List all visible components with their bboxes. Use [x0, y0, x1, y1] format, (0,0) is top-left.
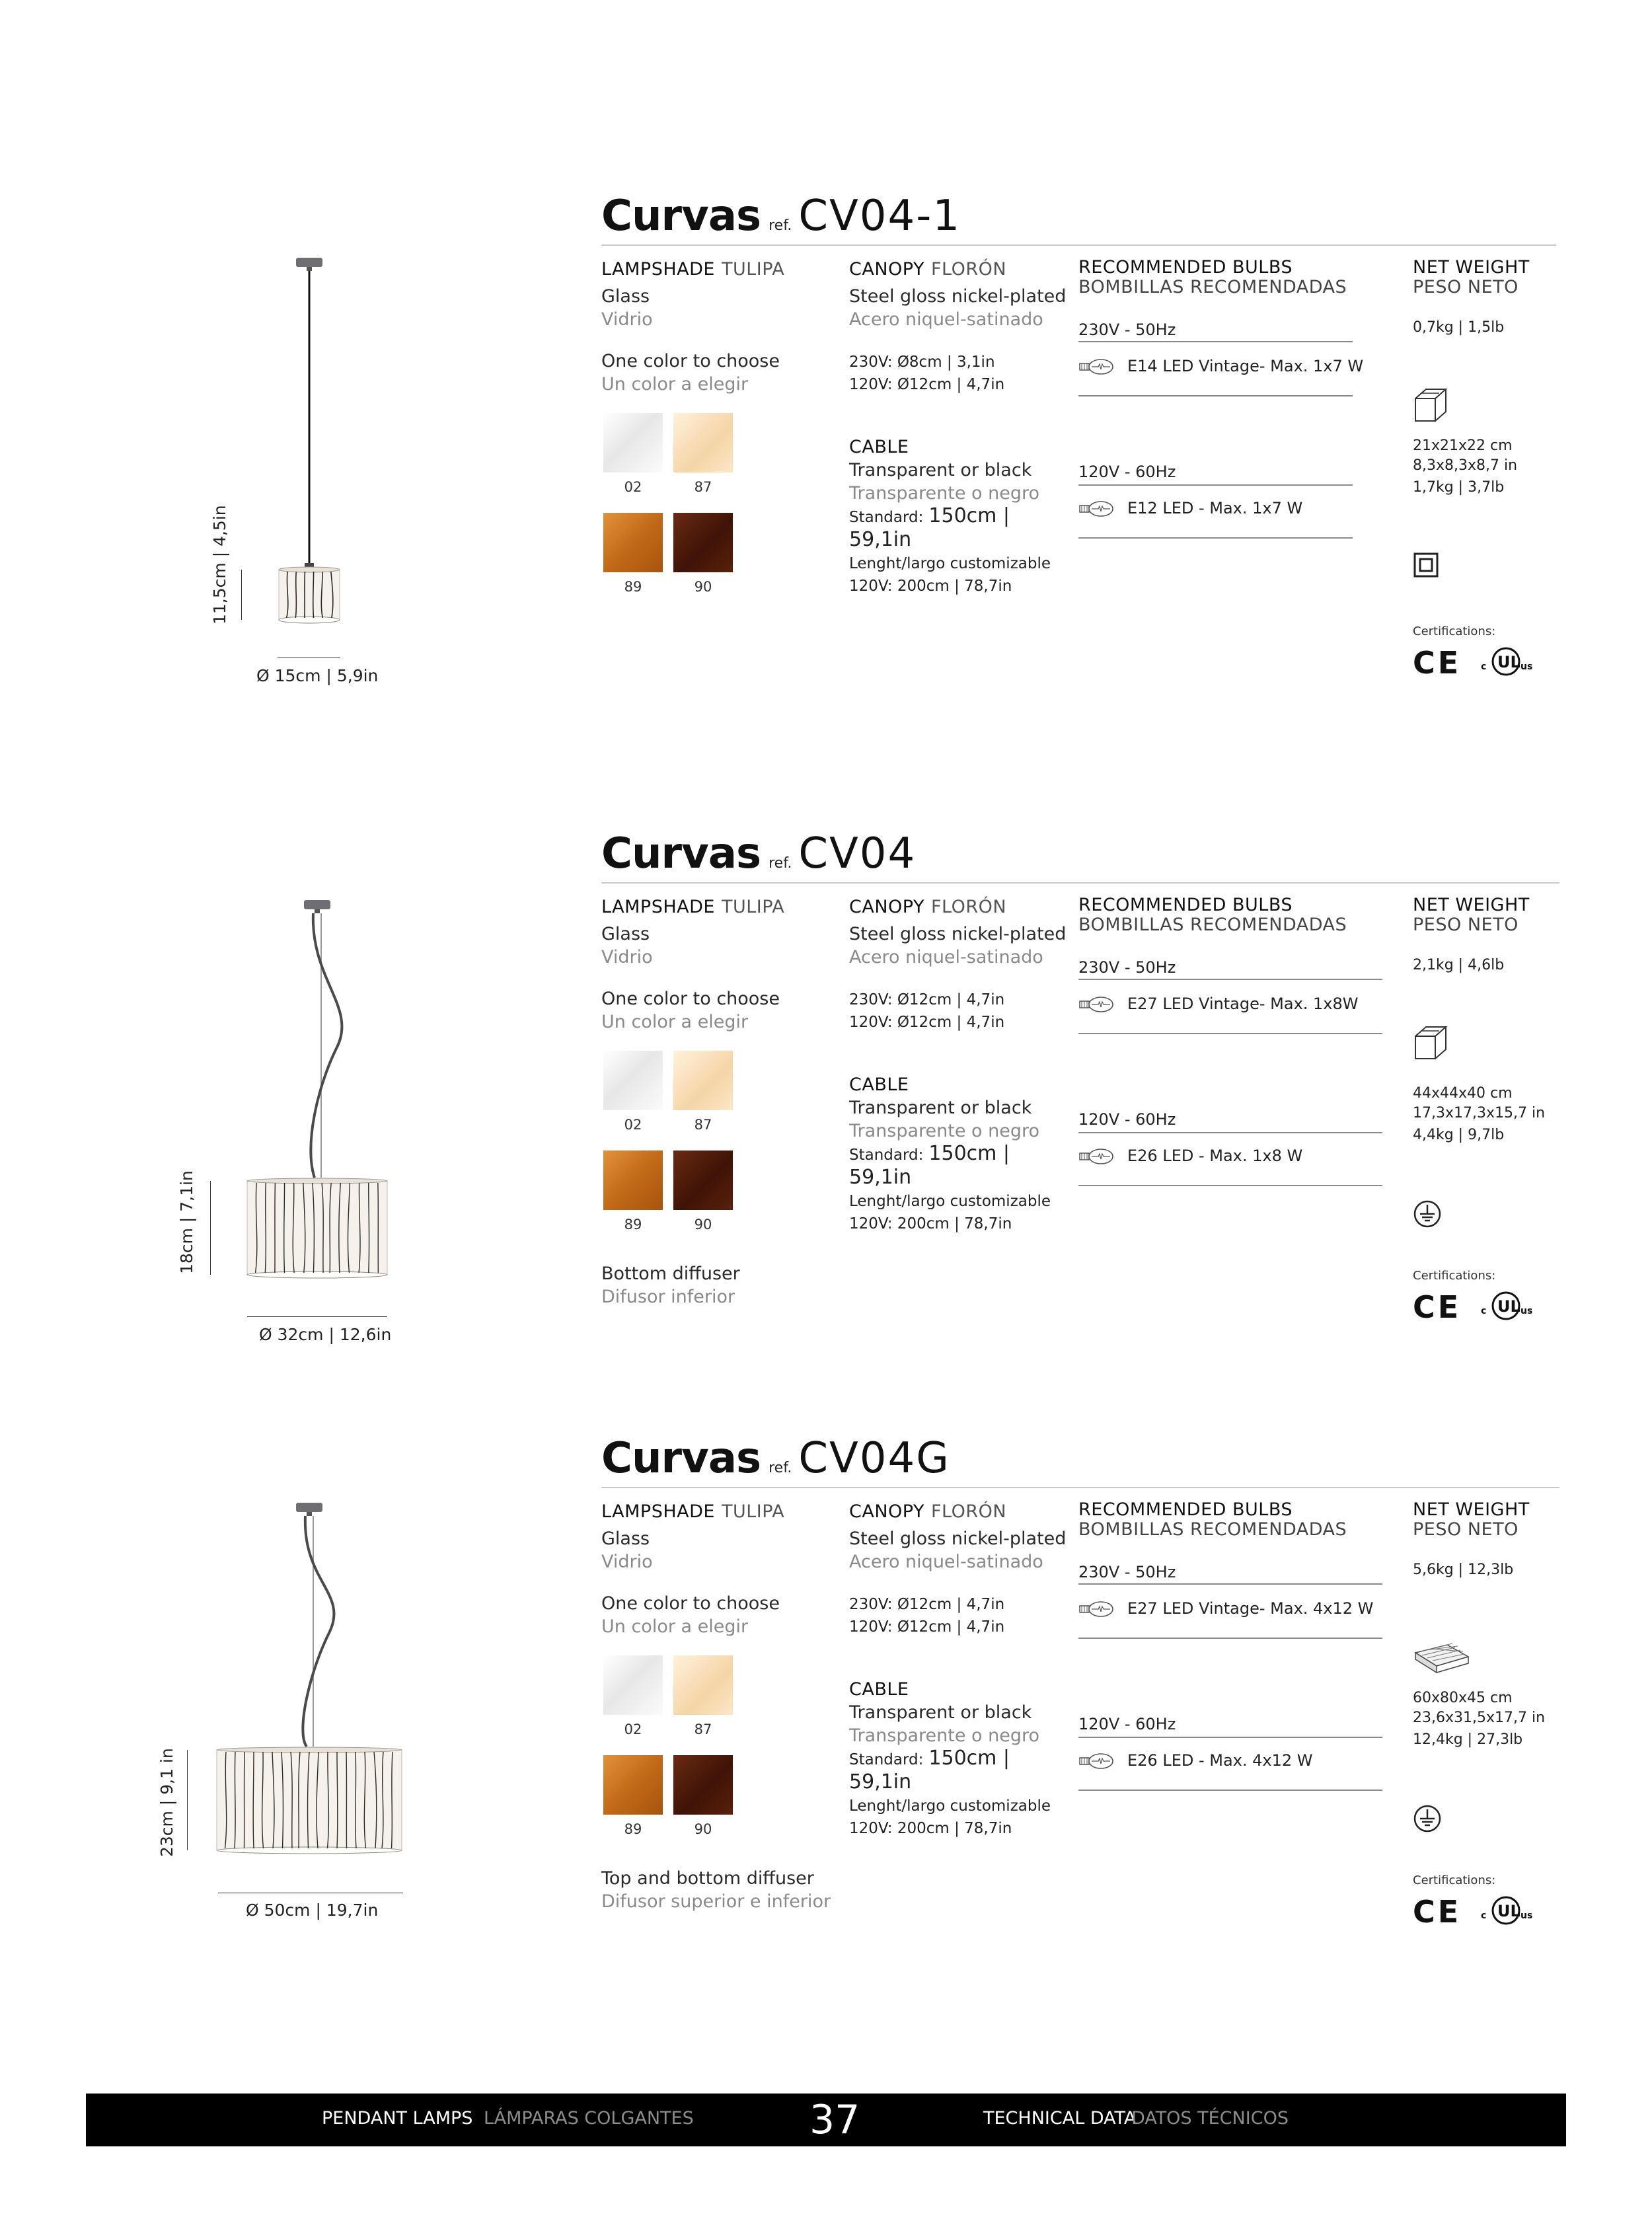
- color-swatch[interactable]: [673, 513, 733, 572]
- canopy-label-es: FLORÓN: [930, 259, 1007, 280]
- package-info: [1413, 1688, 1545, 1752]
- ul-mark-icon: [1481, 1893, 1536, 1930]
- color-swatch[interactable]: [603, 1655, 663, 1715]
- color-code: 02: [624, 1117, 642, 1133]
- color-swatch[interactable]: [673, 1151, 733, 1210]
- lampshade-label-es: TULIPA: [721, 897, 785, 917]
- cable-length-120: 120V: 200cm | 78,7in: [849, 1215, 1012, 1232]
- color-code: 02: [624, 479, 642, 495]
- bulb-divider: [1078, 395, 1353, 396]
- color-note-es: Un color a elegir: [601, 1616, 749, 1637]
- color-code: 89: [624, 1217, 642, 1232]
- cable-length-120: 120V: 200cm | 78,7in: [849, 1820, 1012, 1837]
- bulb-120: [1078, 499, 1302, 518]
- lampshade-heading: [601, 1500, 819, 1523]
- diffuser-text-es: Difusor inferior: [601, 1287, 735, 1307]
- certification-marks: [1413, 1289, 1536, 1326]
- bulbs-label-es: BOMBILLAS RECOMENDADAS: [1078, 1519, 1347, 1540]
- bulb-icon: [1078, 358, 1115, 376]
- bulbs-label: RECOMMENDED BULBS: [1078, 1499, 1293, 1520]
- color-note: One color to choose: [601, 351, 780, 371]
- cable-block: [849, 1678, 1074, 1840]
- gross-weight: 12,4kg | 27,3lb: [1413, 1731, 1523, 1748]
- net-weight: 0,7kg | 1,5lb: [1413, 319, 1505, 336]
- box-icon: [1413, 1024, 1450, 1064]
- bulb-230: [1078, 995, 1359, 1014]
- bulb-divider: [1078, 979, 1382, 980]
- bulb-icon: [1078, 500, 1115, 518]
- cable-block: [849, 435, 1074, 597]
- lampshade-material: Glass: [601, 1529, 650, 1549]
- canopy: [296, 1503, 322, 1512]
- product-title: [601, 829, 916, 878]
- voltage-120: 120V - 60Hz: [1078, 1715, 1176, 1733]
- bulb-230: [1078, 357, 1363, 376]
- voltage-230: 230V - 50Hz: [1078, 321, 1176, 339]
- ce-mark-icon: CE: [1413, 645, 1462, 681]
- ce-mark-icon: CE: [1413, 1289, 1462, 1325]
- voltage-230: 230V - 50Hz: [1078, 958, 1176, 977]
- diffuser-text-es: Difusor superior e inferior: [601, 1891, 831, 1912]
- cable-standard-value: 150cm | 59,1in: [849, 1142, 1010, 1189]
- cable-type-es: Transparente o negro: [849, 1121, 1040, 1141]
- bulb-divider: [1078, 1583, 1382, 1585]
- package-dims-in: 23,6x31,5x17,7 in: [1413, 1710, 1546, 1726]
- svg-text:c: c: [1481, 1306, 1487, 1316]
- svg-text:UL: UL: [1497, 1297, 1521, 1316]
- bulb-divider: [1078, 1737, 1382, 1738]
- lampshade-label: LAMPSHADE: [601, 259, 715, 280]
- product-code: CV04G: [798, 1434, 950, 1483]
- cable-standard-label: Standard:: [849, 1147, 924, 1164]
- svg-text:UL: UL: [1497, 1902, 1521, 1920]
- footer-technical-label: TECHNICAL DATA: [983, 2108, 1137, 2129]
- bulb-divider: [1078, 484, 1353, 486]
- canopy-material: Steel gloss nickel-plated: [849, 286, 1067, 307]
- color-note-es: Un color a elegir: [601, 1012, 749, 1032]
- bulb-230-text: E14 LED Vintage- Max. 1x7 W: [1127, 357, 1364, 375]
- canopy-column: [849, 1500, 1074, 1840]
- canopy-size-230: 230V: Ø12cm | 4,7in: [849, 991, 1005, 1008]
- cable-length-120: 120V: 200cm | 78,7in: [849, 578, 1012, 595]
- weight-label: NET WEIGHT: [1413, 257, 1530, 278]
- canopy-material-es: Acero niquel-satinado: [849, 1552, 1043, 1572]
- gross-weight: 1,7kg | 3,7lb: [1413, 479, 1505, 496]
- diameter-dimension: Ø 50cm | 19,7in: [246, 1901, 379, 1920]
- certification-marks: [1413, 1893, 1536, 1930]
- ref-label: ref.: [769, 855, 792, 872]
- svg-text:us: us: [1521, 1910, 1533, 1921]
- canopy-material-es: Acero niquel-satinado: [849, 309, 1043, 330]
- lampshade-heading: [601, 258, 819, 281]
- package-dims-cm: 21x21x22 cm: [1413, 437, 1513, 454]
- bulb-230-text: E27 LED Vintage- Max. 1x8W: [1127, 995, 1359, 1013]
- canopy-label: CANOPY: [849, 259, 924, 280]
- height-dimension: 23cm | 9,1 in: [157, 1748, 176, 1857]
- lampshade: [247, 1181, 387, 1275]
- cable-custom: Lenght/largo customizable: [849, 555, 1051, 572]
- color-code: 89: [624, 1821, 642, 1837]
- bulb-divider: [1078, 1638, 1382, 1639]
- weight-label: NET WEIGHT: [1413, 1499, 1530, 1520]
- title-divider: [601, 1487, 1559, 1488]
- color-swatch[interactable]: [673, 1051, 733, 1110]
- lampshade-material: Glass: [601, 924, 650, 944]
- lampshade-material-es: Vidrio: [601, 1552, 653, 1572]
- lampshade-column: [601, 1500, 819, 1638]
- page-number: 37: [809, 2097, 860, 2143]
- lampshade-material-es: Vidrio: [601, 309, 653, 330]
- product-name: Curvas: [601, 829, 761, 878]
- page-footer: [86, 2094, 1566, 2146]
- lampshade-label-es: TULIPA: [721, 259, 785, 280]
- bulb-divider: [1078, 1132, 1382, 1133]
- cable-custom: Lenght/largo customizable: [849, 1797, 1051, 1815]
- diameter-dimension-line: [247, 1316, 387, 1317]
- diffuser-text: Bottom diffuser: [601, 1264, 740, 1284]
- color-swatch[interactable]: [603, 1755, 663, 1815]
- cable-type-es: Transparente o negro: [849, 1725, 1040, 1746]
- weight-label: NET WEIGHT: [1413, 895, 1530, 915]
- cable-standard-value: 150cm | 59,1in: [849, 1747, 1010, 1793]
- height-dimension: 18cm | 7,1in: [177, 1170, 196, 1274]
- package-dims-in: 17,3x17,3x15,7 in: [1413, 1105, 1546, 1121]
- canopy-size-120: 120V: Ø12cm | 4,7in: [849, 1014, 1005, 1031]
- color-swatch[interactable]: [673, 413, 733, 472]
- weight-column: [1413, 258, 1571, 297]
- cable-type: Transparent or black: [849, 460, 1032, 480]
- footer-section-label-es: LÁMPARAS COLGANTES: [484, 2108, 694, 2129]
- ul-mark-icon: [1481, 1289, 1536, 1326]
- product-name: Curvas: [601, 192, 761, 241]
- lampshade-heading: [601, 895, 819, 919]
- bulb-230-text: E27 LED Vintage- Max. 4x12 W: [1127, 1599, 1374, 1618]
- gross-weight: 4,4kg | 9,7lb: [1413, 1127, 1505, 1143]
- diameter-dimension: Ø 32cm | 12,6in: [259, 1325, 392, 1344]
- bulb-icon: [1078, 1147, 1115, 1166]
- canopy: [296, 258, 322, 267]
- lampshade-material-es: Vidrio: [601, 947, 653, 967]
- svg-text:us: us: [1521, 1306, 1533, 1316]
- lampshade: [279, 570, 340, 620]
- footer-technical-label-es: DATOS TÉCNICOS: [1131, 2108, 1289, 2129]
- box-icon: [1413, 387, 1450, 426]
- cable-label: CABLE: [849, 1075, 909, 1095]
- canopy-size-230: 230V: Ø8cm | 3,1in: [849, 354, 995, 371]
- diffuser-note: [601, 1867, 866, 1913]
- bulb-120: [1078, 1751, 1313, 1770]
- footer-section-label: PENDANT LAMPS: [322, 2108, 473, 2129]
- canopy-label: CANOPY: [849, 897, 924, 917]
- product-name: Curvas: [601, 1434, 761, 1483]
- height-dimension-line: [210, 1181, 211, 1275]
- net-weight: 2,1kg | 4,6lb: [1413, 957, 1505, 973]
- package-dims-in: 8,3x8,3x8,7 in: [1413, 457, 1518, 474]
- voltage-230: 230V - 50Hz: [1078, 1563, 1176, 1581]
- ce-mark-icon: CE: [1413, 1894, 1462, 1930]
- diffuser-note: [601, 1262, 866, 1308]
- svg-text:UL: UL: [1497, 653, 1521, 671]
- color-swatch[interactable]: [603, 1051, 663, 1110]
- canopy-heading: [849, 895, 1074, 919]
- ground-icon: [1413, 1804, 1442, 1836]
- diameter-dimension: Ø 15cm | 5,9in: [256, 666, 379, 685]
- color-code: 87: [694, 1721, 712, 1737]
- certifications-label: Certifications:: [1413, 1269, 1496, 1283]
- ground-icon: [1413, 1199, 1442, 1231]
- color-note: One color to choose: [601, 989, 780, 1009]
- lampshade-column: [601, 258, 819, 396]
- bulb-120-text: E12 LED - Max. 1x7 W: [1127, 499, 1303, 517]
- cable-custom: Lenght/largo customizable: [849, 1193, 1051, 1210]
- bulb-icon: [1078, 1600, 1115, 1618]
- title-divider: [601, 882, 1559, 884]
- cable-block: [849, 1073, 1074, 1235]
- weight-label-es: PESO NETO: [1413, 1519, 1519, 1540]
- lampshade-label: LAMPSHADE: [601, 897, 715, 917]
- certification-marks: [1413, 644, 1536, 681]
- voltage-120: 120V - 60Hz: [1078, 1110, 1176, 1129]
- cable-type: Transparent or black: [849, 1098, 1032, 1118]
- canopy-size-120: 120V: Ø12cm | 4,7in: [849, 1618, 1005, 1636]
- bulb-divider: [1078, 537, 1353, 539]
- ul-mark-icon: [1481, 644, 1536, 681]
- color-code: 87: [694, 479, 712, 495]
- height-dimension: 11,5cm | 4,5in: [210, 505, 229, 624]
- bulb-divider: [1078, 1033, 1382, 1034]
- lampshade-label-es: TULIPA: [721, 1501, 785, 1522]
- bulb-icon: [1078, 1752, 1115, 1770]
- pallet-icon: [1413, 1642, 1470, 1678]
- title-divider: [601, 245, 1556, 246]
- cable-standard-label: Standard:: [849, 1751, 924, 1768]
- product-title: [601, 1434, 950, 1483]
- lampshade-label: LAMPSHADE: [601, 1501, 715, 1522]
- color-swatch[interactable]: [603, 413, 663, 472]
- canopy-label: CANOPY: [849, 1501, 924, 1522]
- canopy-material: Steel gloss nickel-plated: [849, 1529, 1067, 1549]
- color-swatch[interactable]: [603, 513, 663, 572]
- bulbs-column: [1078, 1500, 1382, 1540]
- bulbs-column: [1078, 258, 1353, 297]
- bulb-120-text: E26 LED - Max. 4x12 W: [1127, 1751, 1313, 1770]
- canopy-material-es: Acero niquel-satinado: [849, 947, 1043, 967]
- bulb-divider: [1078, 341, 1353, 342]
- color-note: One color to choose: [601, 1593, 780, 1614]
- bulbs-column: [1078, 895, 1382, 935]
- canopy-material: Steel gloss nickel-plated: [849, 924, 1067, 944]
- color-code: 90: [694, 579, 712, 595]
- bulb-230: [1078, 1599, 1373, 1618]
- height-dimension-line: [187, 1750, 188, 1850]
- bulbs-label: RECOMMENDED BULBS: [1078, 895, 1293, 915]
- ref-label: ref.: [769, 217, 792, 234]
- svg-text:c: c: [1481, 661, 1487, 672]
- net-weight: 5,6kg | 12,3lb: [1413, 1562, 1514, 1578]
- color-note-es: Un color a elegir: [601, 374, 749, 395]
- lampshade-column: [601, 895, 819, 1034]
- bulbs-label-es: BOMBILLAS RECOMENDADAS: [1078, 277, 1347, 297]
- ref-label: ref.: [769, 1460, 792, 1476]
- lampshade-material: Glass: [601, 286, 650, 307]
- cable-standard: [849, 505, 1074, 552]
- cable-type-es: Transparente o negro: [849, 483, 1040, 504]
- bulbs-label: RECOMMENDED BULBS: [1078, 257, 1293, 278]
- canopy-heading: [849, 258, 1074, 281]
- color-swatch[interactable]: [603, 1151, 663, 1210]
- weight-label-es: PESO NETO: [1413, 915, 1519, 935]
- color-swatch[interactable]: [673, 1755, 733, 1815]
- bulb-divider: [1078, 1185, 1382, 1186]
- color-code: 90: [694, 1217, 712, 1232]
- color-code: 89: [624, 579, 642, 595]
- package-dims-cm: 44x44x40 cm: [1413, 1085, 1513, 1102]
- color-code: 02: [624, 1721, 642, 1737]
- canopy-size-120: 120V: Ø12cm | 4,7in: [849, 376, 1005, 393]
- canopy-heading: [849, 1500, 1074, 1523]
- cable-label: CABLE: [849, 437, 909, 457]
- cable-standard: [849, 1143, 1074, 1190]
- cable-standard: [849, 1747, 1074, 1795]
- cable-label: CABLE: [849, 1679, 909, 1700]
- svg-text:us: us: [1521, 661, 1533, 672]
- class-ii-icon: [1413, 552, 1439, 581]
- package-dims-cm: 60x80x45 cm: [1413, 1690, 1513, 1706]
- canopy-column: [849, 895, 1074, 1235]
- bulb-divider: [1078, 1790, 1382, 1791]
- height-dimension-line: [241, 570, 242, 620]
- certifications-label: Certifications:: [1413, 624, 1496, 638]
- package-info: [1413, 436, 1517, 500]
- product-title: [601, 192, 961, 241]
- canopy-label-es: FLORÓN: [930, 1501, 1007, 1522]
- bulbs-label-es: BOMBILLAS RECOMENDADAS: [1078, 915, 1347, 935]
- color-code: 90: [694, 1821, 712, 1837]
- bulb-icon: [1078, 995, 1115, 1014]
- weight-column: [1413, 1500, 1571, 1540]
- certifications-label: Certifications:: [1413, 1873, 1496, 1887]
- bulb-120-text: E26 LED - Max. 1x8 W: [1127, 1147, 1303, 1165]
- canopy: [304, 900, 330, 909]
- svg-text:c: c: [1481, 1910, 1487, 1921]
- cable-standard-value: 150cm | 59,1in: [849, 504, 1010, 551]
- canopy-size-230: 230V: Ø12cm | 4,7in: [849, 1596, 1005, 1613]
- canopy-column: [849, 258, 1074, 597]
- color-code: 87: [694, 1117, 712, 1133]
- weight-column: [1413, 895, 1571, 935]
- cable-type: Transparent or black: [849, 1702, 1032, 1723]
- product-code: CV04: [798, 829, 917, 878]
- cable-standard-label: Standard:: [849, 509, 924, 526]
- canopy-label-es: FLORÓN: [930, 897, 1007, 917]
- lampshade: [217, 1750, 402, 1850]
- diffuser-text: Top and bottom diffuser: [601, 1868, 814, 1889]
- package-info: [1413, 1084, 1545, 1147]
- bulb-120: [1078, 1147, 1302, 1166]
- product-code: CV04-1: [798, 192, 961, 241]
- voltage-120: 120V - 60Hz: [1078, 463, 1176, 481]
- weight-label-es: PESO NETO: [1413, 277, 1519, 297]
- color-swatch[interactable]: [673, 1655, 733, 1715]
